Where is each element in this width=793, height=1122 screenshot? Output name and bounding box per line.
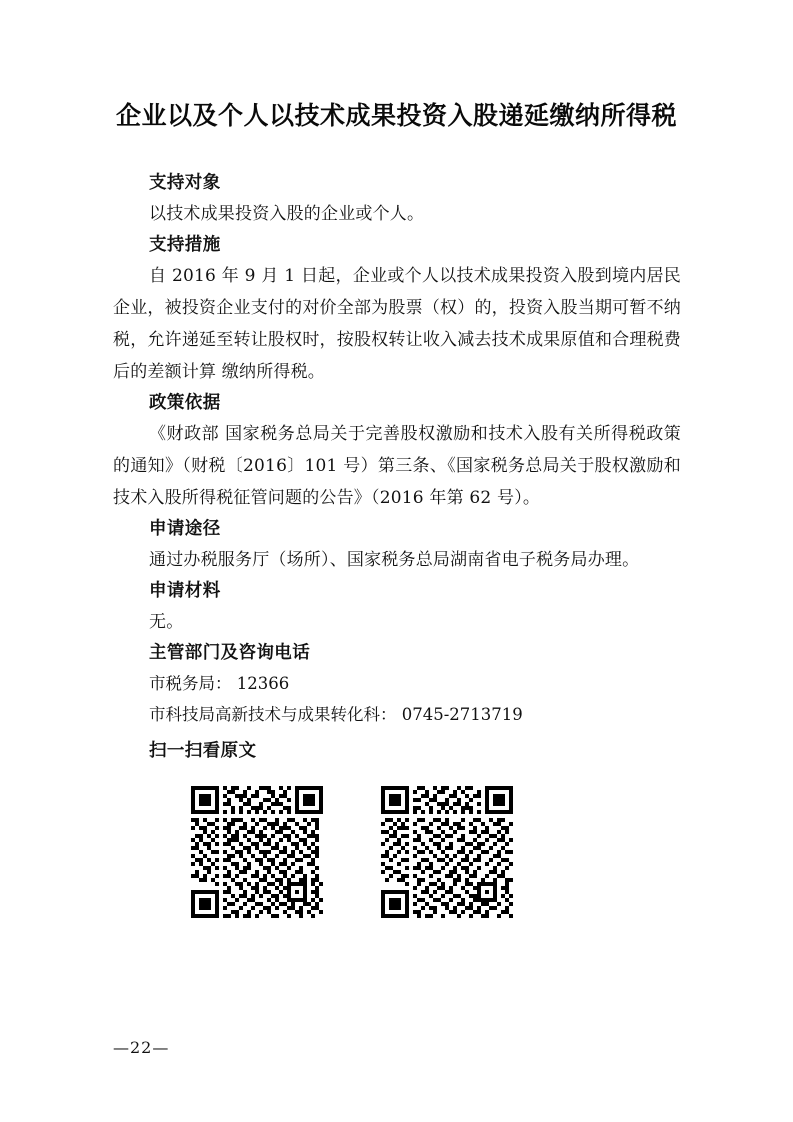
contact-line-tax-bureau: 市税务局： 12366 [149, 674, 290, 693]
section-text-application-materials: 无。 [149, 612, 184, 632]
qr-code-right[interactable] [381, 786, 513, 918]
section-heading-support-measures: 支持措施 [149, 235, 221, 255]
document-body [113, 168, 681, 766]
section-text-support-measures: 自 2016 年 9 月 1 日起，企业或个人以技术成果投资入股到境内居民企业，被投资企业支付的对价全部为股票（权）的，投资入股当期可暂不纳税，允许递延至转让股权时，按股权转让收入减去技术成果原值和合理税费后的差额计算 缴纳所得税。 [113, 266, 681, 382]
section-text-application-channel: 通过办税服务厅（场所）、国家税务总局湖南省电子税务局办理。 [149, 550, 640, 570]
qr-code-left[interactable] [191, 786, 323, 918]
section-heading-support-target: 支持对象 [149, 173, 221, 193]
contact-line-science-bureau: 市科技局高新技术与成果转化科： 0745-2713719 [149, 705, 523, 724]
page-title: 企业以及个人以技术成果投资入股递延缴纳所得税 [115, 101, 677, 130]
section-text-support-target: 以技术成果投资入股的企业或个人。 [149, 204, 425, 224]
section-heading-contact: 主管部门及咨询电话 [149, 643, 311, 663]
page-number: —22— [113, 1038, 170, 1057]
qr-code-group [113, 786, 681, 936]
section-heading-policy-basis: 政策依据 [149, 393, 221, 413]
section-text-policy-basis: 《财政部 国家税务总局关于完善股权激励和技术入股有关所得税政策的通知》（财税〔2016〕101 号）第三条、《国家税务总局关于股权激励和技术入股所得税征管问题的公告》（2016 年第 62 号）。 [113, 424, 681, 508]
section-heading-application-materials: 申请材料 [149, 581, 221, 601]
section-heading-application-channel: 申请途径 [149, 519, 221, 539]
section-heading-scan-qr: 扫一扫看原文 [149, 741, 257, 761]
